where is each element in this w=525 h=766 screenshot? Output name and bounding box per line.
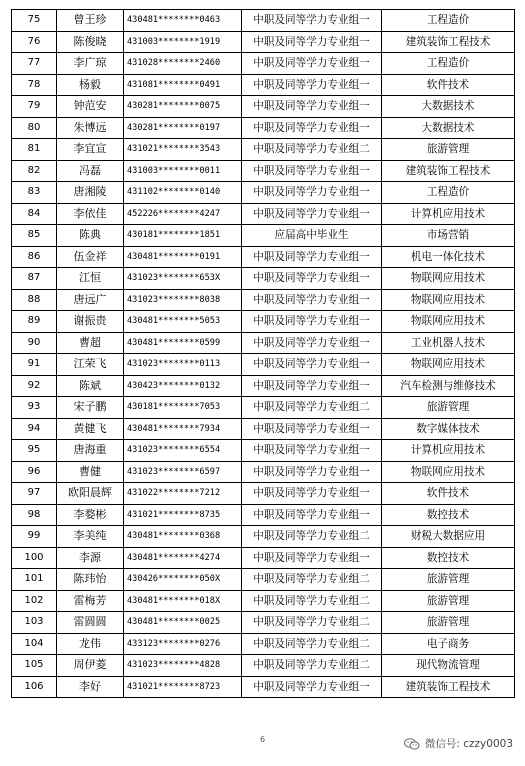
table-row [12, 418, 515, 440]
group-cell: 中职及同等学力专业组一 [242, 182, 382, 204]
major-cell: 数控技术 [382, 504, 515, 526]
group-cell: 中职及同等学力专业组一 [242, 160, 382, 182]
row-number-cell: 90 [12, 332, 57, 354]
row-number-cell: 84 [12, 203, 57, 225]
table-row [12, 96, 515, 118]
id-number-cell: 430481********0368 [124, 526, 242, 548]
table-row [12, 633, 515, 655]
row-number-cell: 96 [12, 461, 57, 483]
major-cell: 工程造价 [382, 182, 515, 204]
name-cell: 曹健 [57, 461, 124, 483]
table-row [12, 440, 515, 462]
page-number: 6 [259, 735, 266, 744]
id-number-cell: 431023********8038 [124, 289, 242, 311]
table-row [12, 547, 515, 569]
row-number-cell: 104 [12, 633, 57, 655]
table-row [12, 569, 515, 591]
group-cell: 中职及同等学力专业组二 [242, 569, 382, 591]
group-cell: 中职及同等学力专业组二 [242, 612, 382, 634]
table-row [12, 461, 515, 483]
major-cell: 大数据技术 [382, 117, 515, 139]
major-cell: 建筑装饰工程技术 [382, 160, 515, 182]
name-cell: 李广琼 [57, 53, 124, 75]
group-cell: 中职及同等学力专业组一 [242, 504, 382, 526]
watermark [404, 736, 513, 751]
id-number-cell: 430481********0191 [124, 246, 242, 268]
id-number-cell: 431081********0491 [124, 74, 242, 96]
row-number-cell: 95 [12, 440, 57, 462]
id-number-cell: 430281********0197 [124, 117, 242, 139]
name-cell: 陈玮怡 [57, 569, 124, 591]
name-cell: 李宜宣 [57, 139, 124, 161]
id-number-cell: 430423********0132 [124, 375, 242, 397]
table-row [12, 354, 515, 376]
id-number-cell: 430426********050X [124, 569, 242, 591]
major-cell: 旅游管理 [382, 397, 515, 419]
major-cell: 建筑装饰工程技术 [382, 676, 515, 698]
major-cell: 物联网应用技术 [382, 311, 515, 333]
table-row [12, 483, 515, 505]
name-cell: 周伊菱 [57, 655, 124, 677]
group-cell: 中职及同等学力专业组一 [242, 440, 382, 462]
major-cell: 数控技术 [382, 547, 515, 569]
table-row [12, 332, 515, 354]
group-cell: 中职及同等学力专业组二 [242, 590, 382, 612]
id-number-cell: 431022********7212 [124, 483, 242, 505]
major-cell: 软件技术 [382, 74, 515, 96]
row-number-cell: 99 [12, 526, 57, 548]
row-number-cell: 87 [12, 268, 57, 290]
id-number-cell: 430481********4274 [124, 547, 242, 569]
row-number-cell: 93 [12, 397, 57, 419]
table-row [12, 74, 515, 96]
table-row [12, 612, 515, 634]
row-number-cell: 78 [12, 74, 57, 96]
group-cell: 中职及同等学力专业组一 [242, 53, 382, 75]
group-cell: 中职及同等学力专业组二 [242, 655, 382, 677]
name-cell: 曾王珍 [57, 10, 124, 32]
name-cell: 李好 [57, 676, 124, 698]
group-cell: 中职及同等学力专业组一 [242, 311, 382, 333]
id-number-cell: 431023********4828 [124, 655, 242, 677]
major-cell: 旅游管理 [382, 569, 515, 591]
id-number-cell: 430181********7053 [124, 397, 242, 419]
major-cell: 电子商务 [382, 633, 515, 655]
major-cell: 旅游管理 [382, 139, 515, 161]
id-number-cell: 430481********5053 [124, 311, 242, 333]
group-cell: 中职及同等学力专业组一 [242, 10, 382, 32]
row-number-cell: 101 [12, 569, 57, 591]
watermark-text: 微信号: czzy0003 [424, 738, 513, 750]
id-number-cell: 431023********6597 [124, 461, 242, 483]
id-number-cell: 431003********0011 [124, 160, 242, 182]
major-cell: 机电一体化技术 [382, 246, 515, 268]
row-number-cell: 91 [12, 354, 57, 376]
group-cell: 中职及同等学力专业组一 [242, 74, 382, 96]
group-cell: 中职及同等学力专业组一 [242, 31, 382, 53]
row-number-cell: 76 [12, 31, 57, 53]
major-cell: 物联网应用技术 [382, 268, 515, 290]
major-cell: 汽车检测与维修技术 [382, 375, 515, 397]
id-number-cell: 430481********0599 [124, 332, 242, 354]
table-row [12, 31, 515, 53]
group-cell: 中职及同等学力专业组一 [242, 96, 382, 118]
table-row [12, 590, 515, 612]
major-cell: 物联网应用技术 [382, 461, 515, 483]
table-row [12, 289, 515, 311]
name-cell: 江恒 [57, 268, 124, 290]
group-cell: 中职及同等学力专业组一 [242, 289, 382, 311]
major-cell: 计算机应用技术 [382, 440, 515, 462]
group-cell: 中职及同等学力专业组一 [242, 483, 382, 505]
name-cell: 李依佳 [57, 203, 124, 225]
group-cell: 中职及同等学力专业组二 [242, 526, 382, 548]
table-row [12, 504, 515, 526]
major-cell: 建筑装饰工程技术 [382, 31, 515, 53]
name-cell: 雷梅芳 [57, 590, 124, 612]
admission-list [11, 9, 514, 698]
table-row [12, 526, 515, 548]
major-cell: 现代物流管理 [382, 655, 515, 677]
group-cell: 中职及同等学力专业组一 [242, 332, 382, 354]
major-cell: 物联网应用技术 [382, 289, 515, 311]
name-cell: 江荣飞 [57, 354, 124, 376]
row-number-cell: 86 [12, 246, 57, 268]
group-cell: 中职及同等学力专业组二 [242, 397, 382, 419]
table-row [12, 655, 515, 677]
wechat-icon [404, 738, 420, 750]
name-cell: 陈俊晓 [57, 31, 124, 53]
id-number-cell: 431102********0140 [124, 182, 242, 204]
major-cell: 大数据技术 [382, 96, 515, 118]
table-row [12, 676, 515, 698]
name-cell: 朱博远 [57, 117, 124, 139]
row-number-cell: 89 [12, 311, 57, 333]
table-row [12, 160, 515, 182]
row-number-cell: 85 [12, 225, 57, 247]
group-cell: 中职及同等学力专业组一 [242, 117, 382, 139]
group-cell: 中职及同等学力专业组二 [242, 633, 382, 655]
name-cell: 雷圆圆 [57, 612, 124, 634]
table-row [12, 311, 515, 333]
id-number-cell: 431028********2460 [124, 53, 242, 75]
id-number-cell: 431021********8735 [124, 504, 242, 526]
id-number-cell: 431021********8723 [124, 676, 242, 698]
id-number-cell: 431003********1919 [124, 31, 242, 53]
name-cell: 唐海重 [57, 440, 124, 462]
group-cell: 中职及同等学力专业组一 [242, 375, 382, 397]
id-number-cell: 431021********3543 [124, 139, 242, 161]
name-cell: 李源 [57, 547, 124, 569]
row-number-cell: 80 [12, 117, 57, 139]
id-number-cell: 431023********0113 [124, 354, 242, 376]
row-number-cell: 98 [12, 504, 57, 526]
group-cell: 中职及同等学力专业组一 [242, 268, 382, 290]
major-cell: 旅游管理 [382, 590, 515, 612]
name-cell: 钟范安 [57, 96, 124, 118]
id-number-cell: 431023********653X [124, 268, 242, 290]
row-number-cell: 100 [12, 547, 57, 569]
row-number-cell: 75 [12, 10, 57, 32]
row-number-cell: 97 [12, 483, 57, 505]
table-row [12, 117, 515, 139]
name-cell: 唐远广 [57, 289, 124, 311]
id-number-cell: 452226********4247 [124, 203, 242, 225]
major-cell: 工业机器人技术 [382, 332, 515, 354]
table-row [12, 139, 515, 161]
student-table [11, 9, 515, 698]
id-number-cell: 433123********0276 [124, 633, 242, 655]
name-cell: 李婺彬 [57, 504, 124, 526]
name-cell: 宋子鹏 [57, 397, 124, 419]
row-number-cell: 106 [12, 676, 57, 698]
major-cell: 财税大数据应用 [382, 526, 515, 548]
name-cell: 曹超 [57, 332, 124, 354]
table-row [12, 203, 515, 225]
table-row [12, 53, 515, 75]
group-cell: 中职及同等学力专业组一 [242, 246, 382, 268]
table-row [12, 182, 515, 204]
row-number-cell: 88 [12, 289, 57, 311]
row-number-cell: 81 [12, 139, 57, 161]
row-number-cell: 82 [12, 160, 57, 182]
name-cell: 杨毅 [57, 74, 124, 96]
table-row [12, 246, 515, 268]
id-number-cell: 430481********0463 [124, 10, 242, 32]
major-cell: 数字媒体技术 [382, 418, 515, 440]
name-cell: 陈典 [57, 225, 124, 247]
table-row [12, 375, 515, 397]
name-cell: 唐湘陵 [57, 182, 124, 204]
id-number-cell: 431023********6554 [124, 440, 242, 462]
name-cell: 黄健飞 [57, 418, 124, 440]
name-cell: 李美纯 [57, 526, 124, 548]
name-cell: 谢振贵 [57, 311, 124, 333]
group-cell: 中职及同等学力专业组一 [242, 461, 382, 483]
row-number-cell: 105 [12, 655, 57, 677]
name-cell: 陈斌 [57, 375, 124, 397]
major-cell: 旅游管理 [382, 612, 515, 634]
table-row [12, 225, 515, 247]
row-number-cell: 79 [12, 96, 57, 118]
row-number-cell: 94 [12, 418, 57, 440]
id-number-cell: 430481********0025 [124, 612, 242, 634]
major-cell: 物联网应用技术 [382, 354, 515, 376]
table-row [12, 397, 515, 419]
name-cell: 伍金祥 [57, 246, 124, 268]
row-number-cell: 77 [12, 53, 57, 75]
group-cell: 中职及同等学力专业组一 [242, 354, 382, 376]
table-row [12, 10, 515, 32]
row-number-cell: 83 [12, 182, 57, 204]
group-cell: 中职及同等学力专业组一 [242, 547, 382, 569]
major-cell: 工程造价 [382, 53, 515, 75]
name-cell: 欧阳晨辉 [57, 483, 124, 505]
group-cell: 应届高中毕业生 [242, 225, 382, 247]
table-row [12, 268, 515, 290]
major-cell: 计算机应用技术 [382, 203, 515, 225]
id-number-cell: 430181********1851 [124, 225, 242, 247]
row-number-cell: 92 [12, 375, 57, 397]
group-cell: 中职及同等学力专业组一 [242, 418, 382, 440]
id-number-cell: 430281********0075 [124, 96, 242, 118]
major-cell: 工程造价 [382, 10, 515, 32]
group-cell: 中职及同等学力专业组二 [242, 139, 382, 161]
row-number-cell: 102 [12, 590, 57, 612]
id-number-cell: 430481********018X [124, 590, 242, 612]
row-number-cell: 103 [12, 612, 57, 634]
group-cell: 中职及同等学力专业组一 [242, 203, 382, 225]
major-cell: 软件技术 [382, 483, 515, 505]
name-cell: 冯磊 [57, 160, 124, 182]
id-number-cell: 430481********7934 [124, 418, 242, 440]
name-cell: 龙伟 [57, 633, 124, 655]
major-cell: 市场营销 [382, 225, 515, 247]
group-cell: 中职及同等学力专业组一 [242, 676, 382, 698]
